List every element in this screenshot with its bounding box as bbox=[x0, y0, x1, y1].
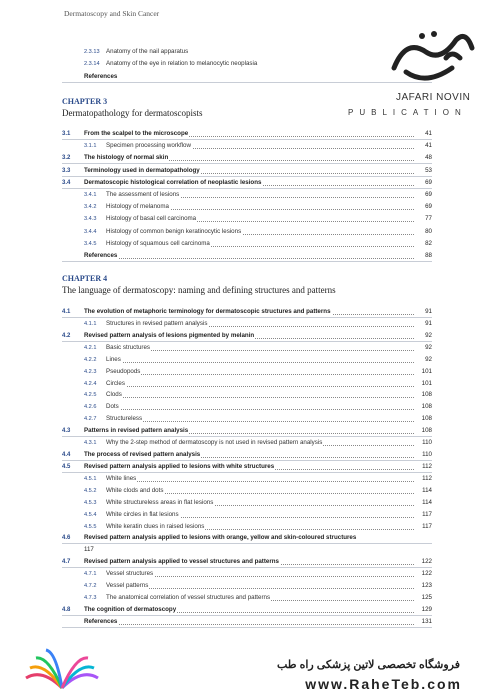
toc-entry-title: White circles in flat lesions bbox=[106, 510, 179, 518]
toc-entry-number: 4.6 bbox=[62, 535, 71, 542]
logo-name: JAFARI NOVIN bbox=[396, 92, 471, 103]
toc-entry-number: 3.4.2 bbox=[84, 204, 97, 211]
toc-page-number: 91 bbox=[425, 308, 432, 315]
toc-entry-number: 3.4.1 bbox=[84, 192, 97, 198]
toc-entry-title: The process of revised pattern analysis bbox=[84, 451, 201, 459]
toc-entry-title: Vessel structures bbox=[106, 570, 154, 578]
toc-subsection-row[interactable] bbox=[62, 402, 432, 412]
toc-entry-title: Histology of squamous cell carcinoma bbox=[106, 239, 210, 247]
toc-page-number: 114 bbox=[422, 498, 432, 506]
toc-subsection-row[interactable] bbox=[62, 545, 432, 555]
toc-subsection-row[interactable] bbox=[62, 239, 432, 249]
toc-section-row[interactable] bbox=[62, 166, 432, 177]
toc-page-number: 101 bbox=[421, 379, 432, 387]
footer-banner bbox=[0, 638, 500, 700]
toc-page-number: 122 bbox=[421, 570, 432, 578]
toc-leader-dots bbox=[106, 362, 414, 363]
toc-subsection-row[interactable] bbox=[62, 581, 432, 591]
toc-entry-title: The cognition of dermatoscopy bbox=[84, 606, 177, 613]
toc-subsection-row[interactable] bbox=[62, 522, 432, 532]
toc-page-number: 69 bbox=[425, 191, 432, 198]
toc-page-number: 92 bbox=[425, 331, 432, 339]
toc-page-number: 41 bbox=[425, 142, 432, 150]
toc-subsection-row[interactable] bbox=[62, 474, 432, 484]
toc-entry-title: Patterns in revised pattern analysis bbox=[84, 427, 189, 435]
toc-entry-title: The assessment of lesions bbox=[106, 191, 180, 198]
toc-leader-dots bbox=[84, 624, 414, 625]
toc-entry-number: 4.4 bbox=[62, 452, 71, 459]
publisher-logo bbox=[348, 28, 500, 140]
toc-section-row[interactable] bbox=[62, 450, 432, 461]
toc-subsection-row[interactable] bbox=[62, 214, 432, 224]
toc-page-number: 53 bbox=[425, 166, 432, 174]
toc-page-number: 129 bbox=[421, 606, 432, 613]
toc-page-number: 112 bbox=[422, 462, 432, 470]
toc-subsection-row[interactable] bbox=[62, 367, 432, 377]
toc-entry-number: 3.4 bbox=[62, 179, 71, 186]
toc-page-number: 125 bbox=[421, 594, 432, 602]
references-row[interactable] bbox=[62, 251, 432, 262]
toc-section-row[interactable] bbox=[62, 426, 432, 437]
toc-entry-title: Lines bbox=[106, 355, 121, 363]
toc-entry-number: 4.3.1 bbox=[84, 440, 97, 447]
toc-subsection-row[interactable] bbox=[62, 47, 432, 57]
toc-entry-number: 2.3.13 bbox=[84, 49, 100, 55]
toc-entry-title: 117 bbox=[84, 546, 94, 554]
toc-entry-number: 4.2.5 bbox=[84, 392, 97, 399]
running-head: Dermatoscopy and Skin Cancer bbox=[64, 9, 160, 18]
toc-leader-dots bbox=[106, 421, 414, 422]
toc-page-number: 77 bbox=[425, 215, 432, 223]
toc-entry-title: Revised pattern analysis applied to vessel structures and patterns bbox=[84, 558, 279, 566]
toc-entry-number: 4.2.1 bbox=[84, 344, 97, 351]
toc-entry-number: 4.2.2 bbox=[84, 356, 97, 363]
toc-section-row[interactable] bbox=[62, 153, 432, 164]
toc-section-row[interactable] bbox=[62, 129, 432, 140]
toc-section-row[interactable] bbox=[62, 533, 432, 544]
toc-subsection-row[interactable] bbox=[62, 190, 432, 200]
toc-entry-number: 4.1 bbox=[62, 309, 71, 315]
toc-leader-dots bbox=[106, 350, 414, 351]
toc-entry-title: The evolution of metaphoric terminology for dermatoscopic structures and patterns bbox=[84, 308, 331, 315]
toc-entry-title: Vessel patterns bbox=[106, 582, 149, 590]
toc-page-number: 114 bbox=[422, 486, 432, 494]
toc-entry-title: White lines bbox=[106, 474, 137, 482]
toc-page-number: 123 bbox=[421, 582, 432, 590]
toc-entry-number: 4.2.6 bbox=[84, 404, 97, 411]
toc-page-number: 80 bbox=[425, 227, 432, 235]
toc-leader-dots bbox=[106, 588, 414, 589]
toc-page-number: 101 bbox=[421, 367, 432, 375]
toc-subsection-row[interactable] bbox=[62, 59, 432, 69]
toc-entry-title: Anatomy of the nail apparatus bbox=[106, 48, 189, 55]
toc-subsection-row[interactable] bbox=[62, 498, 432, 508]
toc-entry-number: 3.4.4 bbox=[84, 228, 97, 235]
toc-page-number: 117 bbox=[422, 522, 432, 530]
toc-page-number: 69 bbox=[425, 203, 432, 211]
toc-entry-title: References bbox=[84, 252, 118, 259]
toc-entry-title: White clods and dots bbox=[106, 486, 164, 494]
chapter4-title: The language of dermatoscopy: naming and defining structures and patterns bbox=[62, 285, 336, 295]
toc-leader-dots bbox=[106, 409, 414, 410]
toc-entry-number: 4.3 bbox=[62, 428, 71, 435]
toc-page-number: 41 bbox=[425, 130, 432, 137]
toc-entry-number: 4.5.3 bbox=[84, 499, 97, 506]
toc-subsection-row[interactable] bbox=[62, 227, 432, 237]
footer-url[interactable]: www.RaheTeb.com bbox=[305, 676, 462, 692]
toc-entry-title: Histology of common benign keratinocytic lesions bbox=[106, 227, 242, 235]
toc-subsection-row[interactable] bbox=[62, 569, 432, 579]
toc-section-row[interactable] bbox=[62, 178, 432, 189]
references-row[interactable] bbox=[62, 617, 432, 628]
toc-entry-number: 4.5.2 bbox=[84, 487, 97, 494]
toc-entry-title: From the scalpel to the microscope bbox=[84, 130, 189, 137]
logo-subtitle: PUBLICATION bbox=[348, 108, 467, 117]
toc-entry-title: Clods bbox=[106, 391, 122, 399]
toc-page-number: 110 bbox=[422, 439, 432, 447]
toc-entry-title: Histology of basal cell carcinoma bbox=[106, 215, 197, 223]
toc-page-number: 108 bbox=[421, 391, 432, 399]
toc-entry-title: Revised pattern analysis applied to lesions with orange, yellow and skin-coloured structures bbox=[84, 534, 357, 542]
toc-entry-title: Histology of melanoma bbox=[106, 203, 169, 211]
toc-section-row[interactable] bbox=[62, 557, 432, 568]
toc-entry-number: 4.7.2 bbox=[84, 583, 97, 590]
toc-section-row[interactable] bbox=[62, 307, 432, 318]
toc-subsection-row[interactable] bbox=[62, 390, 432, 400]
toc-page-number: 110 bbox=[422, 451, 432, 459]
toc-entry-title: References bbox=[84, 72, 118, 80]
footer-persian-text: فروشگاه تخصصی لاتین پزشکی راه طب bbox=[276, 659, 460, 671]
toc-entry-number: 4.2.3 bbox=[84, 368, 97, 375]
toc-entry-title: Structures in revised pattern analysis bbox=[106, 319, 208, 327]
toc-page-number: 92 bbox=[425, 343, 432, 351]
toc-subsection-row[interactable] bbox=[62, 319, 432, 329]
toc-entry-number: 4.5.5 bbox=[84, 523, 97, 530]
toc-entry-number: 4.5.4 bbox=[84, 511, 97, 518]
toc-entry-title: The histology of normal skin bbox=[84, 154, 169, 162]
toc-entry-number: 3.1.1 bbox=[84, 143, 97, 150]
toc-section-row[interactable] bbox=[62, 331, 432, 342]
chapter4-label: CHAPTER 4 bbox=[62, 274, 108, 283]
toc-entry-title: Pseudopods bbox=[106, 367, 141, 375]
toc-entry-number: 3.4.3 bbox=[84, 216, 97, 223]
toc-entry-number: 4.5.1 bbox=[84, 475, 97, 482]
toc-page-number: 108 bbox=[421, 415, 432, 423]
toc-entry-number: 4.1.1 bbox=[84, 320, 97, 327]
toc-entry-number: 3.3 bbox=[62, 167, 71, 174]
toc-entry-number: 4.7.3 bbox=[84, 595, 97, 602]
toc-subsection-row[interactable] bbox=[62, 141, 432, 151]
toc-entry-title: Revised pattern analysis of lesions pigmented by melanin bbox=[84, 331, 255, 339]
open-book-icon bbox=[22, 648, 102, 692]
toc-entry-title: Basic structures bbox=[106, 343, 151, 351]
chapter3-label: CHAPTER 3 bbox=[62, 97, 108, 106]
toc-page-number: 82 bbox=[425, 239, 432, 247]
toc-entry-title: Revised pattern analysis applied to lesions with white structures bbox=[84, 462, 275, 470]
toc-entry-title: Why the 2-step method of dermatoscopy is not used in revised pattern analysis bbox=[106, 439, 323, 447]
chapter3-title: Dermatopathology for dermatoscopists bbox=[62, 108, 203, 118]
toc-entry-title: Dermatoscopic histological correlation of neoplastic lesions bbox=[84, 178, 262, 186]
toc-entry-title: Terminology used in dermatopathology bbox=[84, 166, 200, 174]
toc-entry-title: Structureless bbox=[106, 415, 143, 423]
toc-entry-title: Dots bbox=[106, 403, 119, 411]
toc-page-number: 112 bbox=[422, 474, 432, 482]
toc-entry-title: White structureless areas in flat lesions bbox=[106, 498, 214, 506]
toc-subsection-row[interactable] bbox=[62, 379, 432, 389]
toc-entry-title: The anatomical correlation of vessel structures and patterns bbox=[106, 594, 271, 602]
toc-page-number: 69 bbox=[425, 178, 432, 186]
toc-entry-number: 3.1 bbox=[62, 131, 71, 137]
toc-entry-title: Circles bbox=[106, 379, 125, 387]
toc-entry-number: 4.7.1 bbox=[84, 571, 97, 578]
toc-entry-title: References bbox=[84, 617, 118, 625]
references-row[interactable] bbox=[62, 72, 432, 83]
toc-page-number: 48 bbox=[425, 154, 432, 162]
toc-entry-number: 3.2 bbox=[62, 155, 71, 162]
toc-entry-number: 2.3.14 bbox=[84, 61, 100, 68]
toc-leader-dots bbox=[106, 481, 414, 482]
toc-subsection-row[interactable] bbox=[62, 355, 432, 365]
toc-subsection-row[interactable] bbox=[62, 438, 432, 448]
toc-entry-number: 4.2 bbox=[62, 332, 71, 339]
toc-page-number: 91 bbox=[425, 319, 432, 327]
toc-entry-number: 4.2.4 bbox=[84, 380, 97, 387]
toc-subsection-row[interactable] bbox=[62, 343, 432, 353]
toc-entry-title: Anatomy of the eye in relation to melanocytic neoplasia bbox=[106, 60, 258, 68]
toc-subsection-row[interactable] bbox=[62, 202, 432, 212]
toc-section-row[interactable] bbox=[62, 605, 432, 616]
toc-page-number: 108 bbox=[421, 427, 432, 435]
toc-page-number: 108 bbox=[421, 403, 432, 411]
toc-subsection-row[interactable] bbox=[62, 510, 432, 520]
toc-entry-number: 3.4.5 bbox=[84, 240, 97, 247]
toc-page-number: 117 bbox=[422, 510, 432, 518]
toc-leader-dots bbox=[106, 374, 414, 375]
toc-entry-title: White keratin clues in raised lesions bbox=[106, 522, 205, 530]
toc-subsection-row[interactable] bbox=[62, 593, 432, 603]
toc-page-number: 122 bbox=[421, 558, 432, 566]
toc-entry-number: 4.5 bbox=[62, 463, 71, 470]
toc-page-number: 88 bbox=[425, 252, 432, 259]
toc-entry-number: 4.8 bbox=[62, 607, 71, 613]
toc-leader-dots bbox=[106, 397, 414, 398]
toc-subsection-row[interactable] bbox=[62, 486, 432, 496]
toc-page-number: 92 bbox=[425, 355, 432, 363]
toc-page-number: 131 bbox=[421, 617, 432, 625]
toc-leader-dots bbox=[84, 258, 414, 259]
toc-entry-title: Specimen processing workflow bbox=[106, 142, 191, 150]
toc-section-row[interactable] bbox=[62, 462, 432, 473]
toc-leader-dots bbox=[106, 386, 414, 387]
toc-entry-number: 4.2.7 bbox=[84, 416, 97, 423]
toc-subsection-row[interactable] bbox=[62, 414, 432, 424]
toc-entry-number: 4.7 bbox=[62, 559, 71, 566]
